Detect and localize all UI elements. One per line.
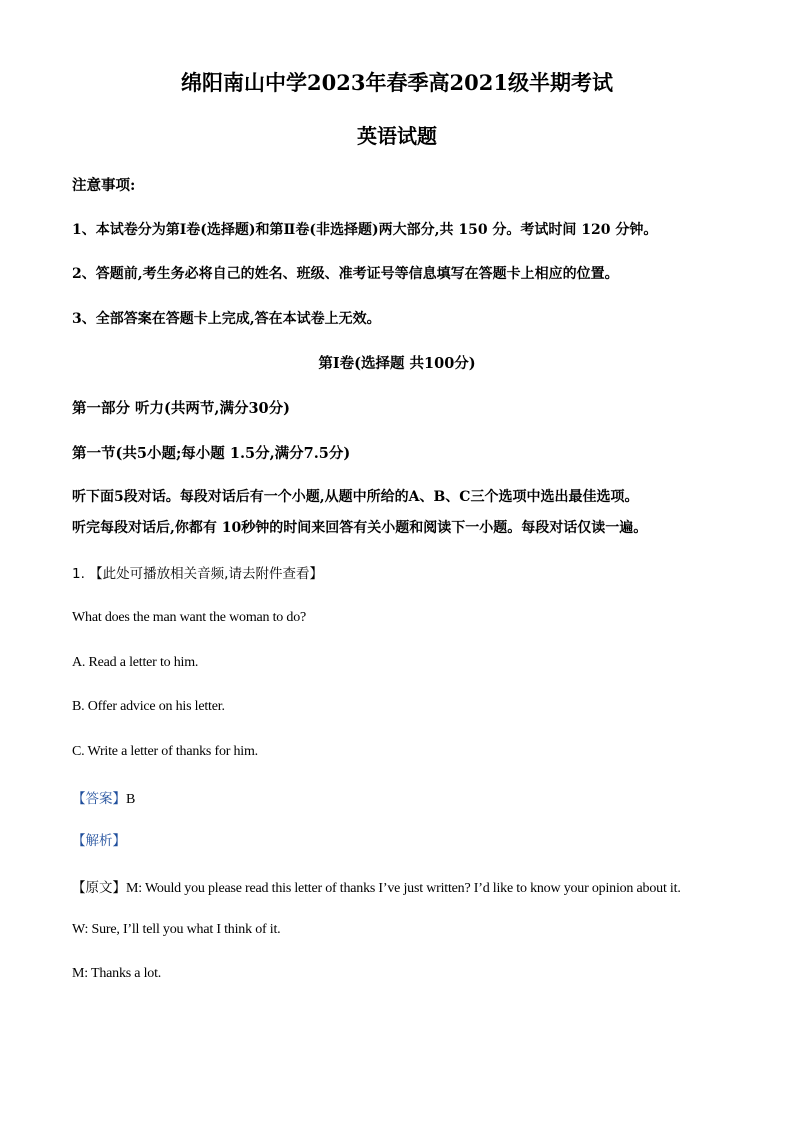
transcript-text-1: M: Would you please read this letter of thanks I’ve just written? I’d like to know your opinion about it.: [126, 881, 681, 896]
page-subtitle: 英语试题: [357, 124, 437, 148]
instruction-line-2: 听完每段对话后,你都有 10秒钟的时间来回答有关小题和阅读下一小题。每段对话仅读一遍。: [72, 520, 648, 536]
answer-value: B: [126, 792, 136, 807]
notice-item-1: 1、本试卷分为第Ⅰ卷(选择题)和第Ⅱ卷(非选择题)两大部分,共 150 分。考试时间 120 分钟。: [72, 222, 658, 238]
notice-item-3: 3、全部答案在答题卡上完成,答在本试卷上无效。: [72, 311, 381, 327]
transcript-line-2: W: Sure, I’ll tell you what I think of it.: [72, 922, 281, 937]
answer-label: 【答案】: [72, 791, 126, 807]
original-label: 【原文】: [72, 880, 126, 896]
instruction-line-1: 听下面5段对话。每段对话后有一个小题,从题中所给的A、B、C三个选项中选出最佳选项。: [72, 489, 639, 505]
option-c: C. Write a letter of thanks for him.: [72, 744, 258, 759]
option-a: A. Read a letter to him.: [72, 655, 199, 670]
part-title: 第一部分 听力(共两节,满分30分): [72, 400, 290, 417]
answer-row: [72, 788, 135, 809]
notice-item-2: 2、答题前,考生务必将自己的姓名、班级、准考证号等信息填写在答题卡上相应的位置。: [72, 266, 619, 282]
page-title: 绵阳南山中学2023年春季高2021级半期考试: [181, 70, 613, 95]
volume-title: 第Ⅰ卷(选择题 共100分): [318, 355, 476, 372]
option-b: B. Offer advice on his letter.: [72, 699, 225, 714]
notice-heading: 注意事项:: [72, 177, 136, 194]
transcript-line-1: [72, 877, 681, 898]
transcript-line-3: M: Thanks a lot.: [72, 966, 162, 981]
analysis-label: 【解析】: [72, 833, 126, 849]
subsection-title: 第一节(共5小题;每小题 1.5分,满分7.5分): [72, 445, 351, 462]
question-prompt: What does the man want the woman to do?: [72, 610, 307, 625]
question-number: 1. 【此处可播放相关音频,请去附件查看】: [72, 566, 323, 582]
